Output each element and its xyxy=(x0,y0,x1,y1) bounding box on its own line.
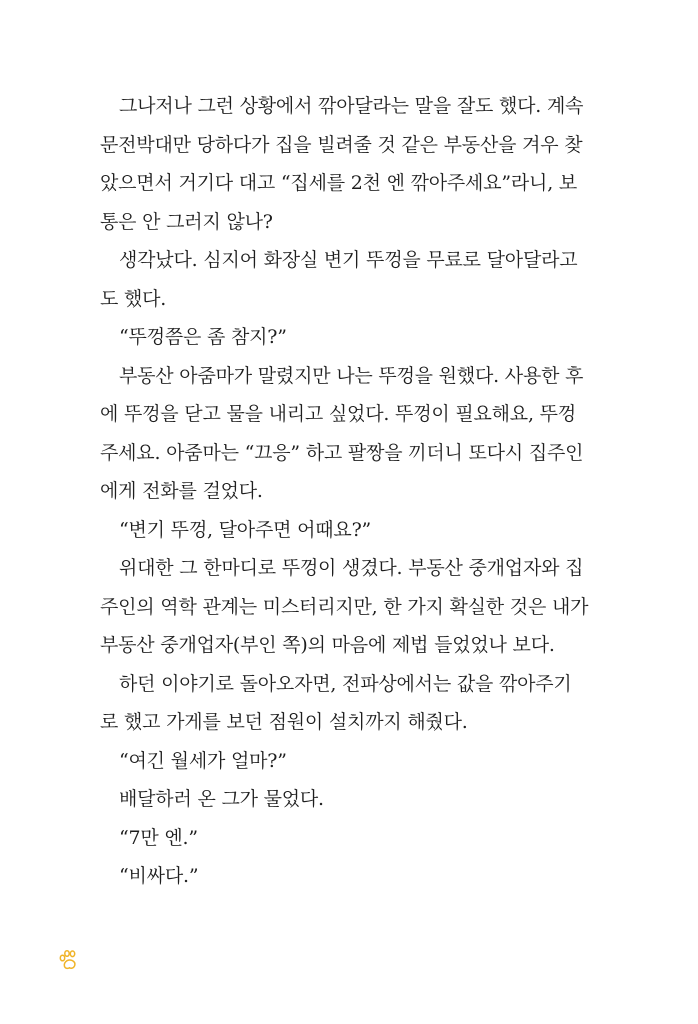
dialogue-line: “여긴 월세가 얼마?” xyxy=(119,749,287,772)
paw-print-icon xyxy=(58,949,80,971)
text-line: 부동산 중개업자(부인 쪽)의 마음에 제법 들었었나 보다. xyxy=(100,634,555,656)
text-line: 통은 안 그러지 않나? xyxy=(100,210,273,233)
text-line: 았으면서 거기다 대고 “집세를 2천 엔 깎아주세요”라니, 보 xyxy=(100,172,578,194)
text-line: 주인의 역학 관계는 미스터리지만, 한 가지 확실한 것은 내가 xyxy=(100,595,589,618)
text-line: 로 했고 가게를 보던 점원이 설치까지 해줬다. xyxy=(100,711,468,733)
text-line: 에게 전화를 걸었다. xyxy=(100,480,263,502)
text-line: 하던 이야기로 돌아오자면, 전파상에서는 값을 깎아주기 xyxy=(119,672,572,695)
text-line: 부동산 아줌마가 말렸지만 나는 뚜껑을 원했다. 사용한 후 xyxy=(119,364,584,387)
dialogue-line: “변기 뚜껑, 달아주면 어때요?” xyxy=(119,518,372,541)
text-line: 배달하러 온 그가 물었다. xyxy=(119,788,324,810)
text-line: 위대한 그 한마디로 뚜껑이 생겼다. 부동산 중개업자와 집 xyxy=(119,557,584,579)
text-line: 에 뚜껑을 닫고 물을 내리고 싶었다. 뚜껑이 필요해요, 뚜껑 xyxy=(100,403,576,425)
text-line: 주세요. 아줌마는 “끄응” 하고 팔짱을 끼더니 또다시 집주인 xyxy=(100,441,584,464)
dialogue-line: “비싸다.” xyxy=(119,865,199,887)
dialogue-line: “뚜껑쯤은 좀 참지?” xyxy=(119,326,287,348)
text-line: 그나저나 그런 상황에서 깎아달라는 말을 잘도 했다. 계속 xyxy=(119,95,584,117)
text-line: 생각났다. 심지어 화장실 변기 뚜껑을 무료로 달아달라고 xyxy=(119,249,578,271)
text-line: 도 했다. xyxy=(100,287,167,310)
dialogue-line: “7만 엔.” xyxy=(119,826,198,849)
text-line: 문전박대만 당하다가 집을 빌려줄 것 같은 부동산을 겨우 찾 xyxy=(100,133,583,156)
body-text xyxy=(100,87,600,896)
